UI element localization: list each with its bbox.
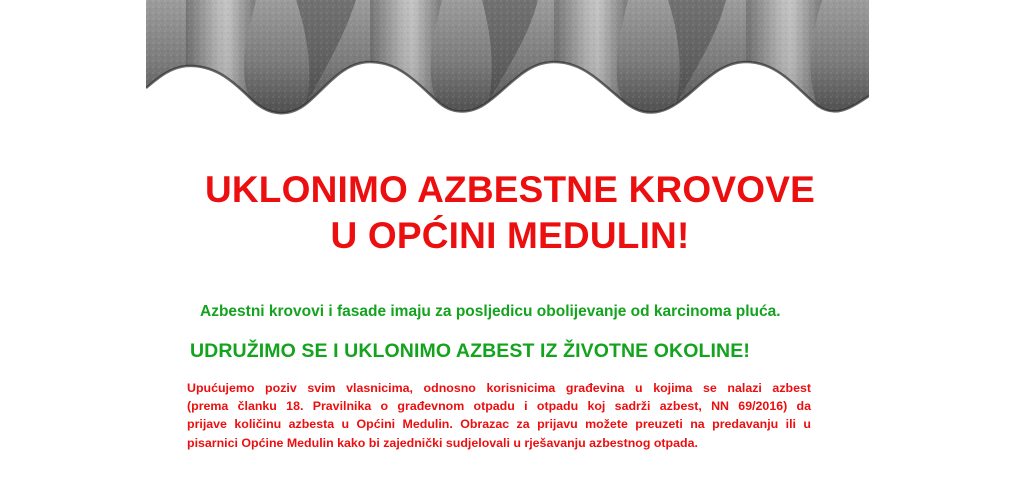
call-to-action: UDRUŽIMO SE I UKLONIMO AZBEST IZ ŽIVOTNE OKOLINE! [190, 340, 750, 362]
headline-line-2: U OPĆINI MEDULIN! [330, 215, 690, 256]
body-paragraph [187, 379, 811, 452]
body-line-4: pisarnici Općine Medulin kako bi zajednički sudjelovali u rješavanju azbestnog otpada. [187, 435, 698, 450]
body-line-2: (prema članku 18. Pravilnika o građevnom otpadu i otpadu koj sadrži azbest, NN 69/2016) da [187, 399, 811, 414]
body-line-3: prijave količinu azbesta u Općini Medulin. Obrazac za prijavu možete preuzeti na predavanju ili u [187, 417, 811, 432]
subtitle: Azbestni krovovi i fasade imaju za posljedicu obolijevanje od karcinoma pluća. [200, 303, 781, 320]
body-line-1: Upućujemo poziv svim vlasnicima, odnosno korisnicima građevina u kojima se nalazi azbest [187, 381, 811, 395]
headline-line-1: UKLONIMO AZBESTNE KROVOVE [204, 169, 816, 210]
asbestos-roof-image [146, 0, 869, 122]
